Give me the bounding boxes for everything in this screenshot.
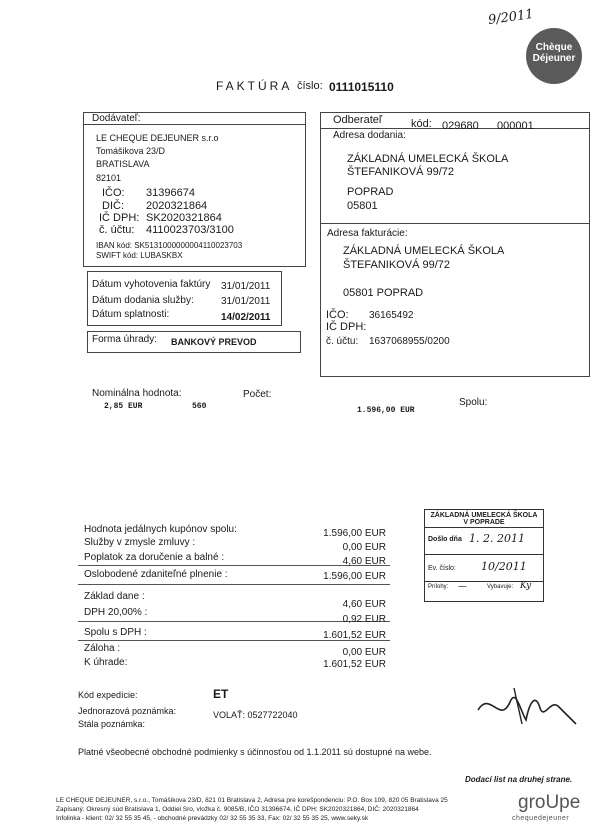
stamp-attachments-value: — (458, 582, 467, 592)
supplier-heading: Dodávateľ: (92, 113, 141, 124)
summary-value: 0,92 EUR (342, 614, 386, 625)
total-value: 1.596,00 EUR (357, 406, 415, 415)
stamp-ev-label: Ev. číslo: (428, 565, 456, 572)
stamp-received-row (425, 528, 543, 555)
invoice-title-label: FAKTÚRA (216, 79, 293, 93)
stamp-title-line2: V POPRADE (463, 519, 505, 526)
customer-account-label: č. účtu: (326, 336, 359, 347)
summary-row (78, 524, 390, 538)
supplier-icdph: SK2020321864 (146, 212, 222, 224)
summary-row (78, 643, 390, 657)
supplier-account-label: č. účtu: (99, 224, 135, 236)
customer-ico-label: IČO: (326, 309, 349, 321)
summary-value: 1.601,52 EUR (323, 630, 386, 641)
customer-ico: 36165492 (369, 310, 414, 321)
nominal-value-label: Nominálna hodnota: (92, 388, 182, 399)
invoice-number: 0111015110 (329, 80, 394, 94)
issue-date-label: Dátum vyhotovenia faktúry (92, 279, 211, 290)
customer-divider (320, 223, 589, 224)
customer-account: 1637068955/0200 (369, 336, 450, 347)
summary-label: Hodnota jedálnych kupónov spolu: (84, 524, 237, 535)
summary-value: 1.596,00 EUR (323, 571, 386, 582)
summary-row (78, 626, 390, 641)
terms-text: Platné všeobecné obchodné podmienky s účinnosťou od 1.1.2011 sú dostupné na webe. (78, 747, 432, 757)
stamp-ev-value: 10/2011 (481, 560, 527, 573)
due-date-label: Dátum splatnosti: (92, 309, 170, 320)
handwritten-date: 9/2011 (487, 6, 535, 29)
due-date: 14/02/2011 (221, 312, 271, 323)
expedition-code: ET (213, 687, 229, 701)
delivery-address-heading: Adresa dodania: (333, 130, 406, 141)
invoice-address-heading: Adresa fakturácie: (327, 228, 408, 239)
supplier-zip: 82101 (96, 173, 122, 183)
count-label: Počet: (243, 389, 272, 400)
invoice-title (216, 79, 292, 93)
summary-label: Spolu s DPH : (84, 627, 147, 638)
summary-value: 0,00 EUR (342, 647, 386, 658)
fixed-note-label: Stála poznámka: (78, 719, 146, 729)
supplier-city: BRATISLAVA (96, 159, 150, 169)
total-label: Spolu: (459, 397, 488, 408)
supplier-dic-label: DIČ: (102, 200, 124, 212)
delivery-date: 31/01/2011 (221, 296, 271, 307)
footer-line1: LE CHEQUE DEJEUNER, s.r.o., Tomášikova 23/D, 821 01 Bratislava 2, Adresa pre korešpondenciu: P.O. Box 109, 820 05 Bratislava 25 (56, 797, 448, 804)
supplier-account: 4110023703/3100 (146, 224, 234, 236)
summary-label: Oslobodené zdaniteľné plnenie : (84, 569, 228, 580)
summary-value: 1.601,52 EUR (323, 659, 386, 670)
supplier-ico-label: IČO: (102, 187, 125, 199)
summary-label: DPH 20,00% : (84, 607, 148, 618)
footer-line2: Zapísaný: Okresný súd Bratislava 1, Oddiel Sro, vložka č. 9085/B, IČO 31396674, IČ DPH: SK2020321864, DIČ: 2020321864 (56, 806, 419, 813)
summary-label: K úhrade: (84, 657, 128, 668)
stamp-received-label: Došlo dňa (428, 536, 462, 543)
stamp-handled-label: Vybavuje: (487, 584, 514, 590)
summary-value: 4,60 EUR (342, 556, 386, 567)
summary-label: Poplatok za doručenie a balné : (84, 552, 225, 563)
signature (470, 680, 580, 730)
supplier-swift: SWIFT kód: LUBASKBX (96, 251, 183, 260)
summary-row (78, 551, 390, 566)
groupe-logo: groUpe (518, 792, 581, 813)
payment-label: Forma úhrady: (92, 334, 158, 345)
count-value: 560 (192, 402, 207, 411)
invoice-address-street: ŠTEFANIKOVÁ 99/72 (343, 259, 450, 271)
received-stamp (424, 509, 544, 602)
invoice-number-label: číslo: (297, 80, 323, 92)
summary-row (78, 657, 390, 671)
supplier-ico: 31396674 (146, 187, 195, 199)
supplier-street: Tomášikova 23/D (96, 146, 166, 156)
delivery-note: Dodací list na druhej strane. (465, 775, 573, 784)
stamp-title-line1: ZÁKLADNÁ UMELECKÁ ŠKOLA (430, 512, 538, 519)
summary-row (78, 537, 390, 551)
customer-icdph-label: IČ DPH: (326, 321, 367, 333)
logo-line1: Chèque (535, 42, 573, 53)
phone-note: VOLAŤ: 0527722040 (213, 710, 298, 720)
invoice-address-name: ZÁKLADNÁ UMELECKÁ ŠKOLA (343, 245, 505, 257)
customer-code-label: kód: (411, 118, 432, 130)
one-time-note-label: Jednorazová poznámka: (78, 706, 177, 716)
cheque-dejeuner-logo (526, 28, 582, 84)
nominal-value: 2,85 EUR (104, 402, 143, 411)
groupe-logo-sub: chequedejeuner (512, 815, 570, 822)
summary-value: 4,60 EUR (342, 599, 386, 610)
invoice-address-city: 05801 POPRAD (343, 287, 424, 299)
summary-row (78, 591, 390, 610)
summary-label: Záloha : (84, 643, 121, 654)
stamp-ev-row (425, 555, 543, 582)
stamp-bottom-row (425, 582, 543, 594)
summary-block (78, 524, 390, 674)
supplier-name: LE CHEQUE DEJEUNER s.r.o (96, 133, 219, 143)
summary-label: Základ dane : (84, 591, 145, 602)
summary-label: Služby v zmysle zmluvy : (84, 537, 196, 548)
summary-row (78, 567, 390, 585)
delivery-address-street: ŠTEFANIKOVÁ 99/72 (347, 166, 454, 178)
summary-row (78, 607, 390, 625)
stamp-received-value: 1. 2. 2011 (469, 532, 525, 545)
delivery-date-label: Dátum dodania služby: (92, 295, 194, 306)
supplier-dic: 2020321864 (146, 200, 208, 212)
supplier-iban: IBAN kód: SK5131000000004110023703 (96, 241, 243, 250)
stamp-attachments-label: Prílohy: (428, 584, 449, 590)
stamp-handled-value: Ky (520, 581, 532, 591)
customer-heading: Odberateľ (333, 114, 383, 126)
issue-date: 31/01/2011 (221, 281, 271, 292)
summary-value: 1.596,00 EUR (323, 528, 386, 539)
stamp-title (425, 510, 543, 528)
supplier-icdph-label: IČ DPH: (99, 212, 140, 224)
expedition-code-label: Kód expedície: (78, 690, 138, 700)
customer-code2: 000001 (497, 120, 534, 132)
footer-line3: Infolinka - klient: 02/ 32 55 35 45, - obchodné prevádzky 02/ 32 55 35 33, Fax: 02/ 32 55 35 25, www.seky.sk (56, 815, 369, 822)
summary-value: 0,00 EUR (342, 542, 386, 553)
customer-code: 029680 (442, 120, 479, 132)
delivery-address-city: POPRAD (347, 186, 394, 198)
supplier-header-line (83, 124, 305, 125)
delivery-address-zip: 05801 (347, 200, 378, 212)
payment-value: BANKOVÝ PREVOD (171, 337, 257, 347)
delivery-address-name: ZÁKLADNÁ UMELECKÁ ŠKOLA (347, 153, 509, 165)
logo-line2: Déjeuner (532, 53, 576, 64)
